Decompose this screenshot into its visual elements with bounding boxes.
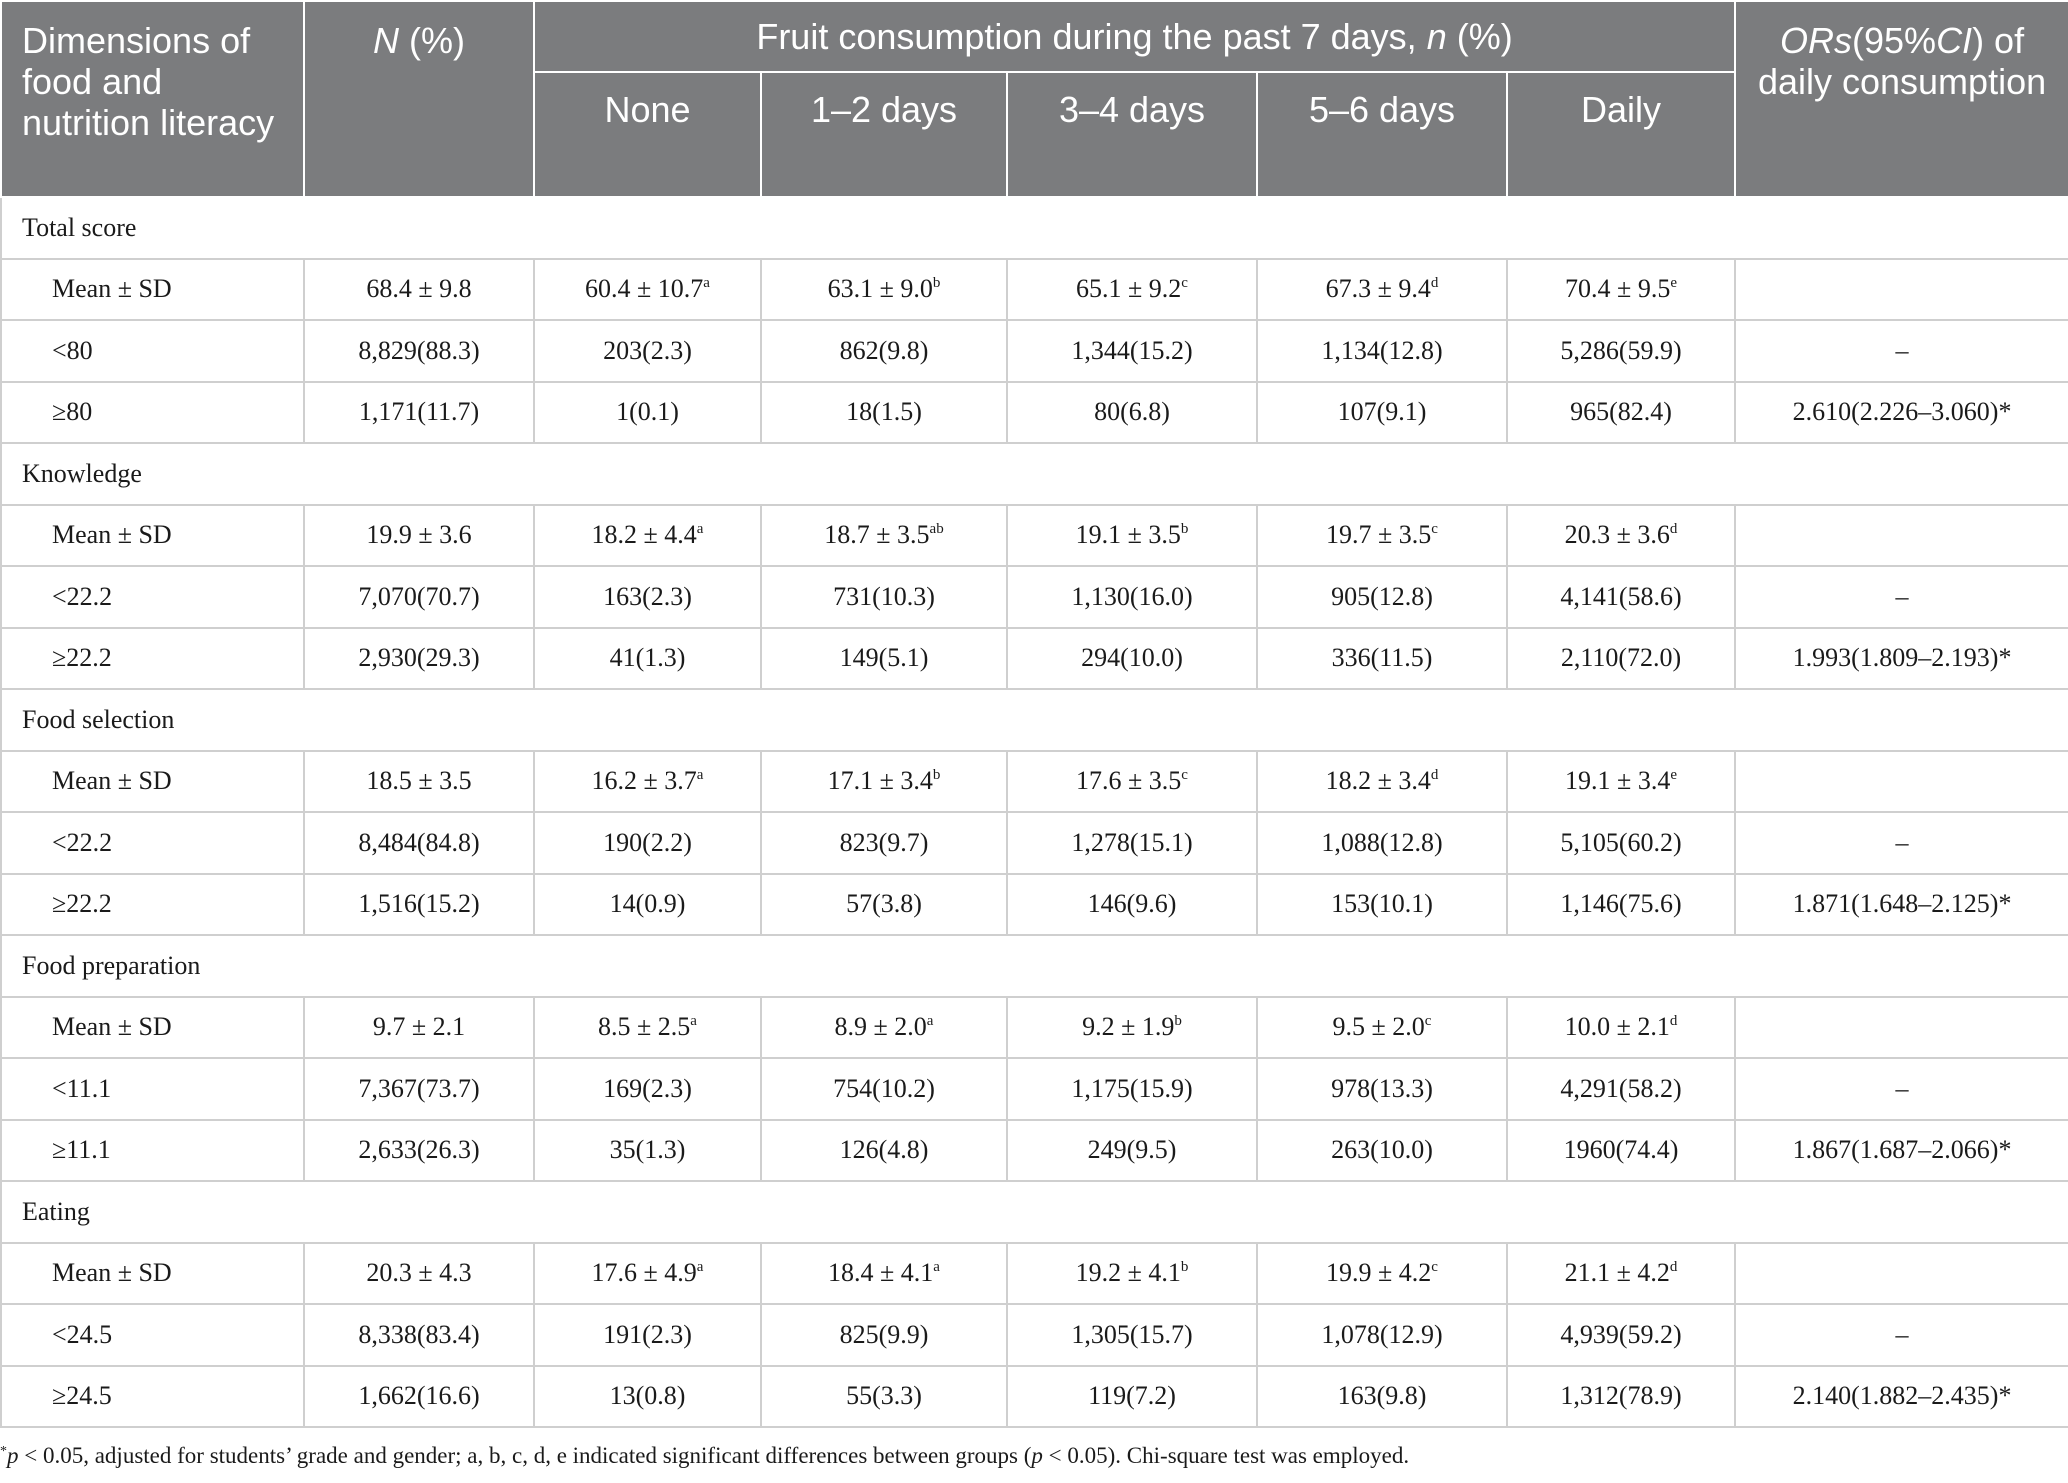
cell-value: 1,146(75.6): [1560, 889, 1682, 919]
cell-value: 9.2 ± 1.9: [1082, 1012, 1175, 1042]
cell-freq-3: [1257, 505, 1507, 567]
cell-freq-2: [1007, 997, 1257, 1059]
cell-freq-0: [534, 628, 761, 690]
significance-letter: c: [1431, 521, 1438, 538]
table-row: [1, 505, 2068, 567]
section-title: Food preparation: [1, 935, 2068, 997]
cell-freq-2: [1007, 259, 1257, 321]
cell-freq-0: [534, 1304, 761, 1366]
cell-value: 19.7 ± 3.5: [1326, 520, 1432, 550]
significance-letter: c: [1424, 1013, 1432, 1030]
cell-freq-2: [1007, 1304, 1257, 1366]
table-row: [1, 812, 2068, 874]
cell-total: 8,829(88.3): [304, 320, 534, 382]
cell-value: 294(10.0): [1081, 643, 1183, 673]
cell-freq-0: [534, 566, 761, 628]
cell-freq-0: [534, 997, 761, 1059]
cell-value: 16.2 ± 3.7: [591, 766, 697, 796]
cell-odds-ratio: 1.993(1.809–2.193)*: [1735, 628, 2068, 690]
cell-value: 10.0 ± 2.1: [1564, 1012, 1670, 1042]
cell-freq-1: [761, 1058, 1007, 1120]
cell-total: 9.7 ± 2.1: [304, 997, 534, 1059]
cell-odds-ratio: –: [1735, 320, 2068, 382]
cell-value: 20.3 ± 3.6: [1564, 520, 1670, 550]
cell-odds-ratio: [1735, 505, 2068, 567]
cell-total: 18.5 ± 3.5: [304, 751, 534, 813]
significance-letter: e: [1670, 767, 1677, 784]
cell-value: 905(12.8): [1331, 581, 1433, 611]
cell-odds-ratio: –: [1735, 1304, 2068, 1366]
cell-freq-4: [1507, 259, 1735, 321]
cell-value: 263(10.0): [1331, 1135, 1433, 1165]
significance-letter: a: [933, 1259, 940, 1276]
table-row: [1, 1058, 2068, 1120]
cell-freq-3: [1257, 997, 1507, 1059]
significance-letter: ab: [929, 521, 944, 538]
header-freq-1: 1–2 days: [761, 72, 1007, 197]
cell-value: 18.2 ± 4.4: [591, 520, 697, 550]
cell-value: 163(9.8): [1337, 1381, 1427, 1411]
row-label: <24.5: [1, 1304, 304, 1366]
cell-freq-4: [1507, 505, 1735, 567]
cell-value: 249(9.5): [1087, 1135, 1177, 1165]
significance-letter: b: [1180, 1259, 1189, 1276]
significance-letter: d: [1669, 1013, 1678, 1030]
cell-freq-0: [534, 505, 761, 567]
cell-freq-4: [1507, 997, 1735, 1059]
cell-freq-2: [1007, 1058, 1257, 1120]
section-row: [1, 689, 2068, 751]
row-label: Mean ± SD: [1, 1243, 304, 1305]
header-odds-ratio: ORs(95%CI) of daily consumption: [1735, 1, 2068, 197]
cell-value: 965(82.4): [1570, 397, 1672, 427]
cell-freq-3: [1257, 1243, 1507, 1305]
cell-value: 1,134(12.8): [1321, 335, 1443, 365]
cell-value: 191(2.3): [603, 1319, 692, 1349]
cell-value: 1960(74.4): [1563, 1135, 1679, 1165]
cell-value: 823(9.7): [839, 827, 929, 857]
cell-freq-2: [1007, 382, 1257, 444]
row-label: <11.1: [1, 1058, 304, 1120]
cell-odds-ratio: 1.871(1.648–2.125)*: [1735, 874, 2068, 936]
cell-freq-1: [761, 259, 1007, 321]
table-row: [1, 259, 2068, 321]
cell-value: 107(9.1): [1337, 397, 1427, 427]
cell-freq-0: [534, 1243, 761, 1305]
cell-odds-ratio: 2.140(1.882–2.435)*: [1735, 1366, 2068, 1428]
cell-value: 19.1 ± 3.5: [1075, 520, 1181, 550]
cell-value: 119(7.2): [1088, 1381, 1176, 1411]
header-freq-3: 5–6 days: [1257, 72, 1507, 197]
cell-odds-ratio: –: [1735, 812, 2068, 874]
cell-odds-ratio: –: [1735, 1058, 2068, 1120]
cell-value: 190(2.2): [603, 827, 692, 857]
cell-value: 17.6 ± 4.9: [591, 1258, 697, 1288]
cell-value: 1(0.1): [616, 397, 679, 427]
significance-letter: b: [932, 275, 941, 292]
cell-freq-0: [534, 874, 761, 936]
cell-value: 65.1 ± 9.2: [1076, 274, 1182, 304]
cell-freq-2: [1007, 628, 1257, 690]
cell-value: 4,939(59.2): [1560, 1319, 1682, 1349]
significance-letter: d: [1430, 275, 1439, 292]
row-label: ≥11.1: [1, 1120, 304, 1182]
header-dimensions: Dimensions of food and nutrition literacy: [1, 1, 304, 197]
cell-freq-4: [1507, 1366, 1735, 1428]
header-freq-2: 3–4 days: [1007, 72, 1257, 197]
cell-value: 146(9.6): [1087, 889, 1177, 919]
cell-freq-3: [1257, 259, 1507, 321]
cell-value: 18.4 ± 4.1: [828, 1258, 934, 1288]
cell-freq-1: [761, 997, 1007, 1059]
table-row: [1, 320, 2068, 382]
cell-value: 80(6.8): [1094, 397, 1170, 427]
section-title: Eating: [1, 1181, 2068, 1243]
cell-value: 18.2 ± 3.4: [1325, 766, 1431, 796]
cell-value: 126(4.8): [839, 1135, 929, 1165]
section-row: [1, 443, 2068, 505]
row-label: Mean ± SD: [1, 259, 304, 321]
cell-total: 1,171(11.7): [304, 382, 534, 444]
cell-freq-2: [1007, 1243, 1257, 1305]
header-freq-4: Daily: [1507, 72, 1735, 197]
cell-total: 7,070(70.7): [304, 566, 534, 628]
cell-freq-1: [761, 382, 1007, 444]
cell-value: 731(10.3): [833, 581, 935, 611]
cell-freq-2: [1007, 1366, 1257, 1428]
significance-letter: a: [926, 1013, 934, 1030]
cell-freq-2: [1007, 812, 1257, 874]
cell-freq-0: [534, 382, 761, 444]
cell-total: 7,367(73.7): [304, 1058, 534, 1120]
section-title: Total score: [1, 197, 2068, 259]
cell-freq-4: [1507, 812, 1735, 874]
cell-value: 1,130(16.0): [1071, 581, 1193, 611]
cell-value: 18.7 ± 3.5: [824, 520, 930, 550]
significance-letter: a: [696, 767, 704, 784]
cell-odds-ratio: [1735, 259, 2068, 321]
row-label: Mean ± SD: [1, 505, 304, 567]
table-row: [1, 1120, 2068, 1182]
cell-total: 8,338(83.4): [304, 1304, 534, 1366]
cell-freq-2: [1007, 320, 1257, 382]
cell-value: 1,312(78.9): [1560, 1381, 1682, 1411]
cell-freq-4: [1507, 874, 1735, 936]
cell-freq-4: [1507, 382, 1735, 444]
cell-freq-3: [1257, 628, 1507, 690]
cell-total: 2,633(26.3): [304, 1120, 534, 1182]
row-label: <22.2: [1, 566, 304, 628]
significance-letter: c: [1181, 275, 1188, 292]
cell-value: 978(13.3): [1331, 1073, 1433, 1103]
cell-freq-1: [761, 628, 1007, 690]
table-row: [1, 566, 2068, 628]
header-n-percent: N (%): [304, 1, 534, 197]
cell-freq-3: [1257, 1058, 1507, 1120]
cell-value: 57(3.8): [846, 889, 922, 919]
table-row: [1, 628, 2068, 690]
cell-value: 754(10.2): [833, 1073, 935, 1103]
cell-freq-0: [534, 1058, 761, 1120]
cell-freq-4: [1507, 320, 1735, 382]
cell-value: 67.3 ± 9.4: [1325, 274, 1431, 304]
cell-value: 55(3.3): [846, 1381, 922, 1411]
cell-freq-2: [1007, 566, 1257, 628]
row-label: <80: [1, 320, 304, 382]
section-title: Knowledge: [1, 443, 2068, 505]
cell-freq-0: [534, 320, 761, 382]
cell-value: 1,175(15.9): [1071, 1073, 1193, 1103]
cell-freq-0: [534, 751, 761, 813]
cell-freq-2: [1007, 505, 1257, 567]
table-row: [1, 874, 2068, 936]
cell-freq-3: [1257, 874, 1507, 936]
header-fruit-consumption: Fruit consumption during the past 7 days, n (%): [534, 1, 1735, 72]
cell-value: 17.1 ± 3.4: [827, 766, 933, 796]
cell-value: 8.9 ± 2.0: [834, 1012, 927, 1042]
section-row: [1, 197, 2068, 259]
significance-letter: b: [1174, 1013, 1182, 1030]
significance-letter: c: [1181, 767, 1188, 784]
cell-total: 19.9 ± 3.6: [304, 505, 534, 567]
cell-total: 1,516(15.2): [304, 874, 534, 936]
section-row: [1, 935, 2068, 997]
cell-freq-1: [761, 320, 1007, 382]
cell-odds-ratio: 2.610(2.226–3.060)*: [1735, 382, 2068, 444]
cell-freq-2: [1007, 1120, 1257, 1182]
cell-total: 68.4 ± 9.8: [304, 259, 534, 321]
cell-value: 163(2.3): [603, 581, 692, 611]
cell-value: 4,141(58.6): [1560, 581, 1682, 611]
cell-value: 149(5.1): [839, 643, 929, 673]
cell-total: 2,930(29.3): [304, 628, 534, 690]
cell-value: 1,088(12.8): [1321, 827, 1443, 857]
cell-value: 17.6 ± 3.5: [1076, 766, 1182, 796]
cell-value: 63.1 ± 9.0: [827, 274, 933, 304]
cell-freq-4: [1507, 751, 1735, 813]
cell-value: 21.1 ± 4.2: [1564, 1258, 1670, 1288]
significance-letter: d: [1669, 521, 1678, 538]
section-row: [1, 1181, 2068, 1243]
cell-freq-1: [761, 1243, 1007, 1305]
cell-freq-1: [761, 1366, 1007, 1428]
significance-letter: a: [703, 275, 710, 292]
cell-value: 2,110(72.0): [1560, 643, 1682, 673]
row-label: <22.2: [1, 812, 304, 874]
significance-letter: c: [1431, 1259, 1438, 1276]
significance-letter: b: [932, 767, 941, 784]
row-label: ≥24.5: [1, 1366, 304, 1428]
cell-freq-4: [1507, 1304, 1735, 1366]
cell-freq-1: [761, 566, 1007, 628]
cell-value: 825(9.9): [839, 1319, 929, 1349]
cell-freq-1: [761, 1304, 1007, 1366]
cell-value: 1,344(15.2): [1071, 335, 1193, 365]
section-title: Food selection: [1, 689, 2068, 751]
cell-value: 336(11.5): [1331, 643, 1433, 673]
cell-freq-0: [534, 1120, 761, 1182]
row-label: ≥22.2: [1, 628, 304, 690]
table-row: [1, 751, 2068, 813]
cell-freq-0: [534, 1366, 761, 1428]
cell-value: 8.5 ± 2.5: [598, 1012, 691, 1042]
cell-freq-1: [761, 874, 1007, 936]
cell-value: 4,291(58.2): [1560, 1073, 1682, 1103]
cell-value: 862(9.8): [839, 335, 929, 365]
cell-odds-ratio: 1.867(1.687–2.066)*: [1735, 1120, 2068, 1182]
cell-value: 169(2.3): [603, 1073, 692, 1103]
cell-freq-3: [1257, 566, 1507, 628]
cell-value: 35(1.3): [609, 1135, 686, 1165]
cell-freq-0: [534, 259, 761, 321]
cell-freq-3: [1257, 751, 1507, 813]
table-row: [1, 1304, 2068, 1366]
cell-value: 5,286(59.9): [1560, 335, 1682, 365]
cell-value: 5,105(60.2): [1560, 827, 1682, 857]
cell-odds-ratio: [1735, 997, 2068, 1059]
cell-freq-3: [1257, 1304, 1507, 1366]
cell-freq-3: [1257, 320, 1507, 382]
cell-freq-1: [761, 751, 1007, 813]
row-label: ≥80: [1, 382, 304, 444]
cell-freq-2: [1007, 751, 1257, 813]
cell-freq-3: [1257, 382, 1507, 444]
cell-value: 1,305(15.7): [1071, 1319, 1193, 1349]
row-label: Mean ± SD: [1, 751, 304, 813]
significance-letter: a: [690, 1013, 697, 1030]
table-row: [1, 997, 2068, 1059]
cell-value: 19.9 ± 4.2: [1326, 1258, 1432, 1288]
cell-value: 153(10.1): [1331, 889, 1433, 919]
cell-total: 20.3 ± 4.3: [304, 1243, 534, 1305]
cell-odds-ratio: [1735, 1243, 2068, 1305]
cell-freq-1: [761, 1120, 1007, 1182]
cell-freq-4: [1507, 1120, 1735, 1182]
cell-value: 14(0.9): [609, 889, 686, 919]
significance-letter: b: [1180, 521, 1189, 538]
cell-freq-0: [534, 812, 761, 874]
cell-value: 203(2.3): [603, 335, 692, 365]
cell-freq-2: [1007, 874, 1257, 936]
row-label: ≥22.2: [1, 874, 304, 936]
table-row: [1, 1243, 2068, 1305]
cell-value: 9.5 ± 2.0: [1332, 1012, 1425, 1042]
cell-freq-3: [1257, 812, 1507, 874]
table-footnote: *p < 0.05, adjusted for students’ grade and gender; a, b, c, d, e indicated significant differences between groups (p < 0.05). Chi-square test was employed.: [0, 1443, 1410, 1468]
cell-value: 13(0.8): [609, 1381, 686, 1411]
significance-letter: d: [1430, 767, 1439, 784]
significance-letter: d: [1669, 1259, 1678, 1276]
significance-letter: e: [1670, 275, 1677, 292]
cell-total: 8,484(84.8): [304, 812, 534, 874]
cell-value: 19.2 ± 4.1: [1075, 1258, 1181, 1288]
cell-freq-1: [761, 812, 1007, 874]
cell-freq-4: [1507, 566, 1735, 628]
cell-value: 60.4 ± 10.7: [585, 274, 704, 304]
header-freq-0: None: [534, 72, 761, 197]
significance-letter: a: [696, 521, 704, 538]
cell-freq-4: [1507, 1058, 1735, 1120]
cell-value: 19.1 ± 3.4: [1565, 766, 1671, 796]
table-row: [1, 382, 2068, 444]
cell-odds-ratio: [1735, 751, 2068, 813]
cell-odds-ratio: –: [1735, 566, 2068, 628]
table-row: [1, 1366, 2068, 1428]
cell-value: 41(1.3): [609, 643, 686, 673]
cell-total: 1,662(16.6): [304, 1366, 534, 1428]
cell-value: 1,278(15.1): [1071, 827, 1193, 857]
significance-letter: a: [696, 1259, 704, 1276]
cell-value: 18(1.5): [846, 397, 922, 427]
cell-freq-4: [1507, 628, 1735, 690]
cell-freq-1: [761, 505, 1007, 567]
cell-freq-4: [1507, 1243, 1735, 1305]
cell-freq-3: [1257, 1120, 1507, 1182]
cell-value: 1,078(12.9): [1321, 1319, 1443, 1349]
cell-value: 70.4 ± 9.5: [1565, 274, 1671, 304]
row-label: Mean ± SD: [1, 997, 304, 1059]
cell-freq-3: [1257, 1366, 1507, 1428]
